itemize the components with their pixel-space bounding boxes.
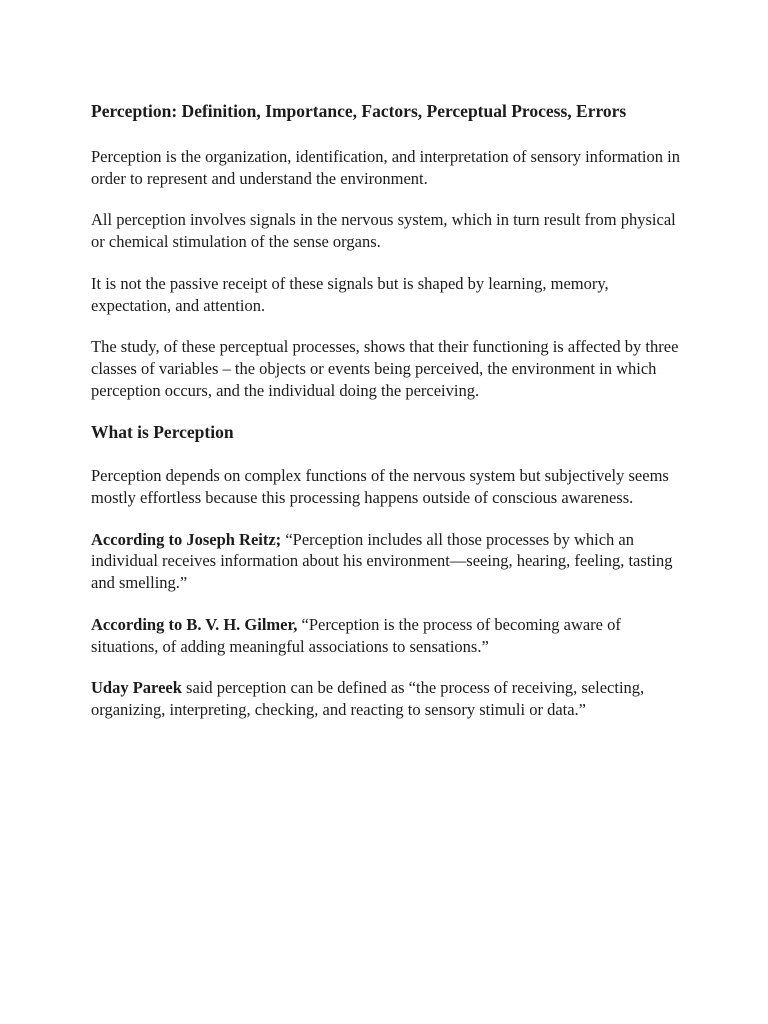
paragraph-what-is-perception: Perception depends on complex functions of the nervous system but subjectively seems mostly effortless because this processing happens outside of conscious awareness. <box>91 466 669 508</box>
document-title: Perception: Definition, Importance, Factors, Perceptual Process, Errors <box>91 101 627 121</box>
paragraph-shaped: It is not the passive receipt of these signals but is shaped by learning, memory, expectation, and attention. <box>91 273 609 315</box>
definition-pareek <box>91 677 691 720</box>
paragraph-study: The study, of these perceptual processes, shows that their functioning is affected by three classes of variables – the objects or events being perceived, the environment in which perception occurs, and the individual doing the perceiving. <box>91 337 679 400</box>
definition-text: “Perception is the process of becoming aware of situations, of adding meaningful associations to sensations.” <box>91 614 621 656</box>
definition-source: According to B. V. H. Gilmer, <box>91 614 298 634</box>
section-heading: What is Perception <box>91 422 234 443</box>
document-page <box>91 100 691 741</box>
definition-source: Uday Pareek <box>91 678 182 698</box>
definition-reitz <box>91 529 691 594</box>
definition-source: According to Joseph Reitz; <box>91 529 282 549</box>
definition-text: said perception can be defined as “the process of receiving, selecting, organizing, interpreting, checking, and reacting to sensory stimuli or data.” <box>91 678 645 719</box>
paragraph-signals: All perception involves signals in the nervous system, which in turn result from physical or chemical stimulation of the sense organs. <box>91 210 676 252</box>
definition-gilmer <box>91 614 691 657</box>
definition-text: “Perception includes all those processes by which an individual receives information about his environment—seeing, hearing, feeling, tasting and smelling.” <box>91 529 673 593</box>
paragraph-definition: Perception is the organization, identification, and interpretation of sensory information in order to represent and understand the environment. <box>91 147 680 188</box>
